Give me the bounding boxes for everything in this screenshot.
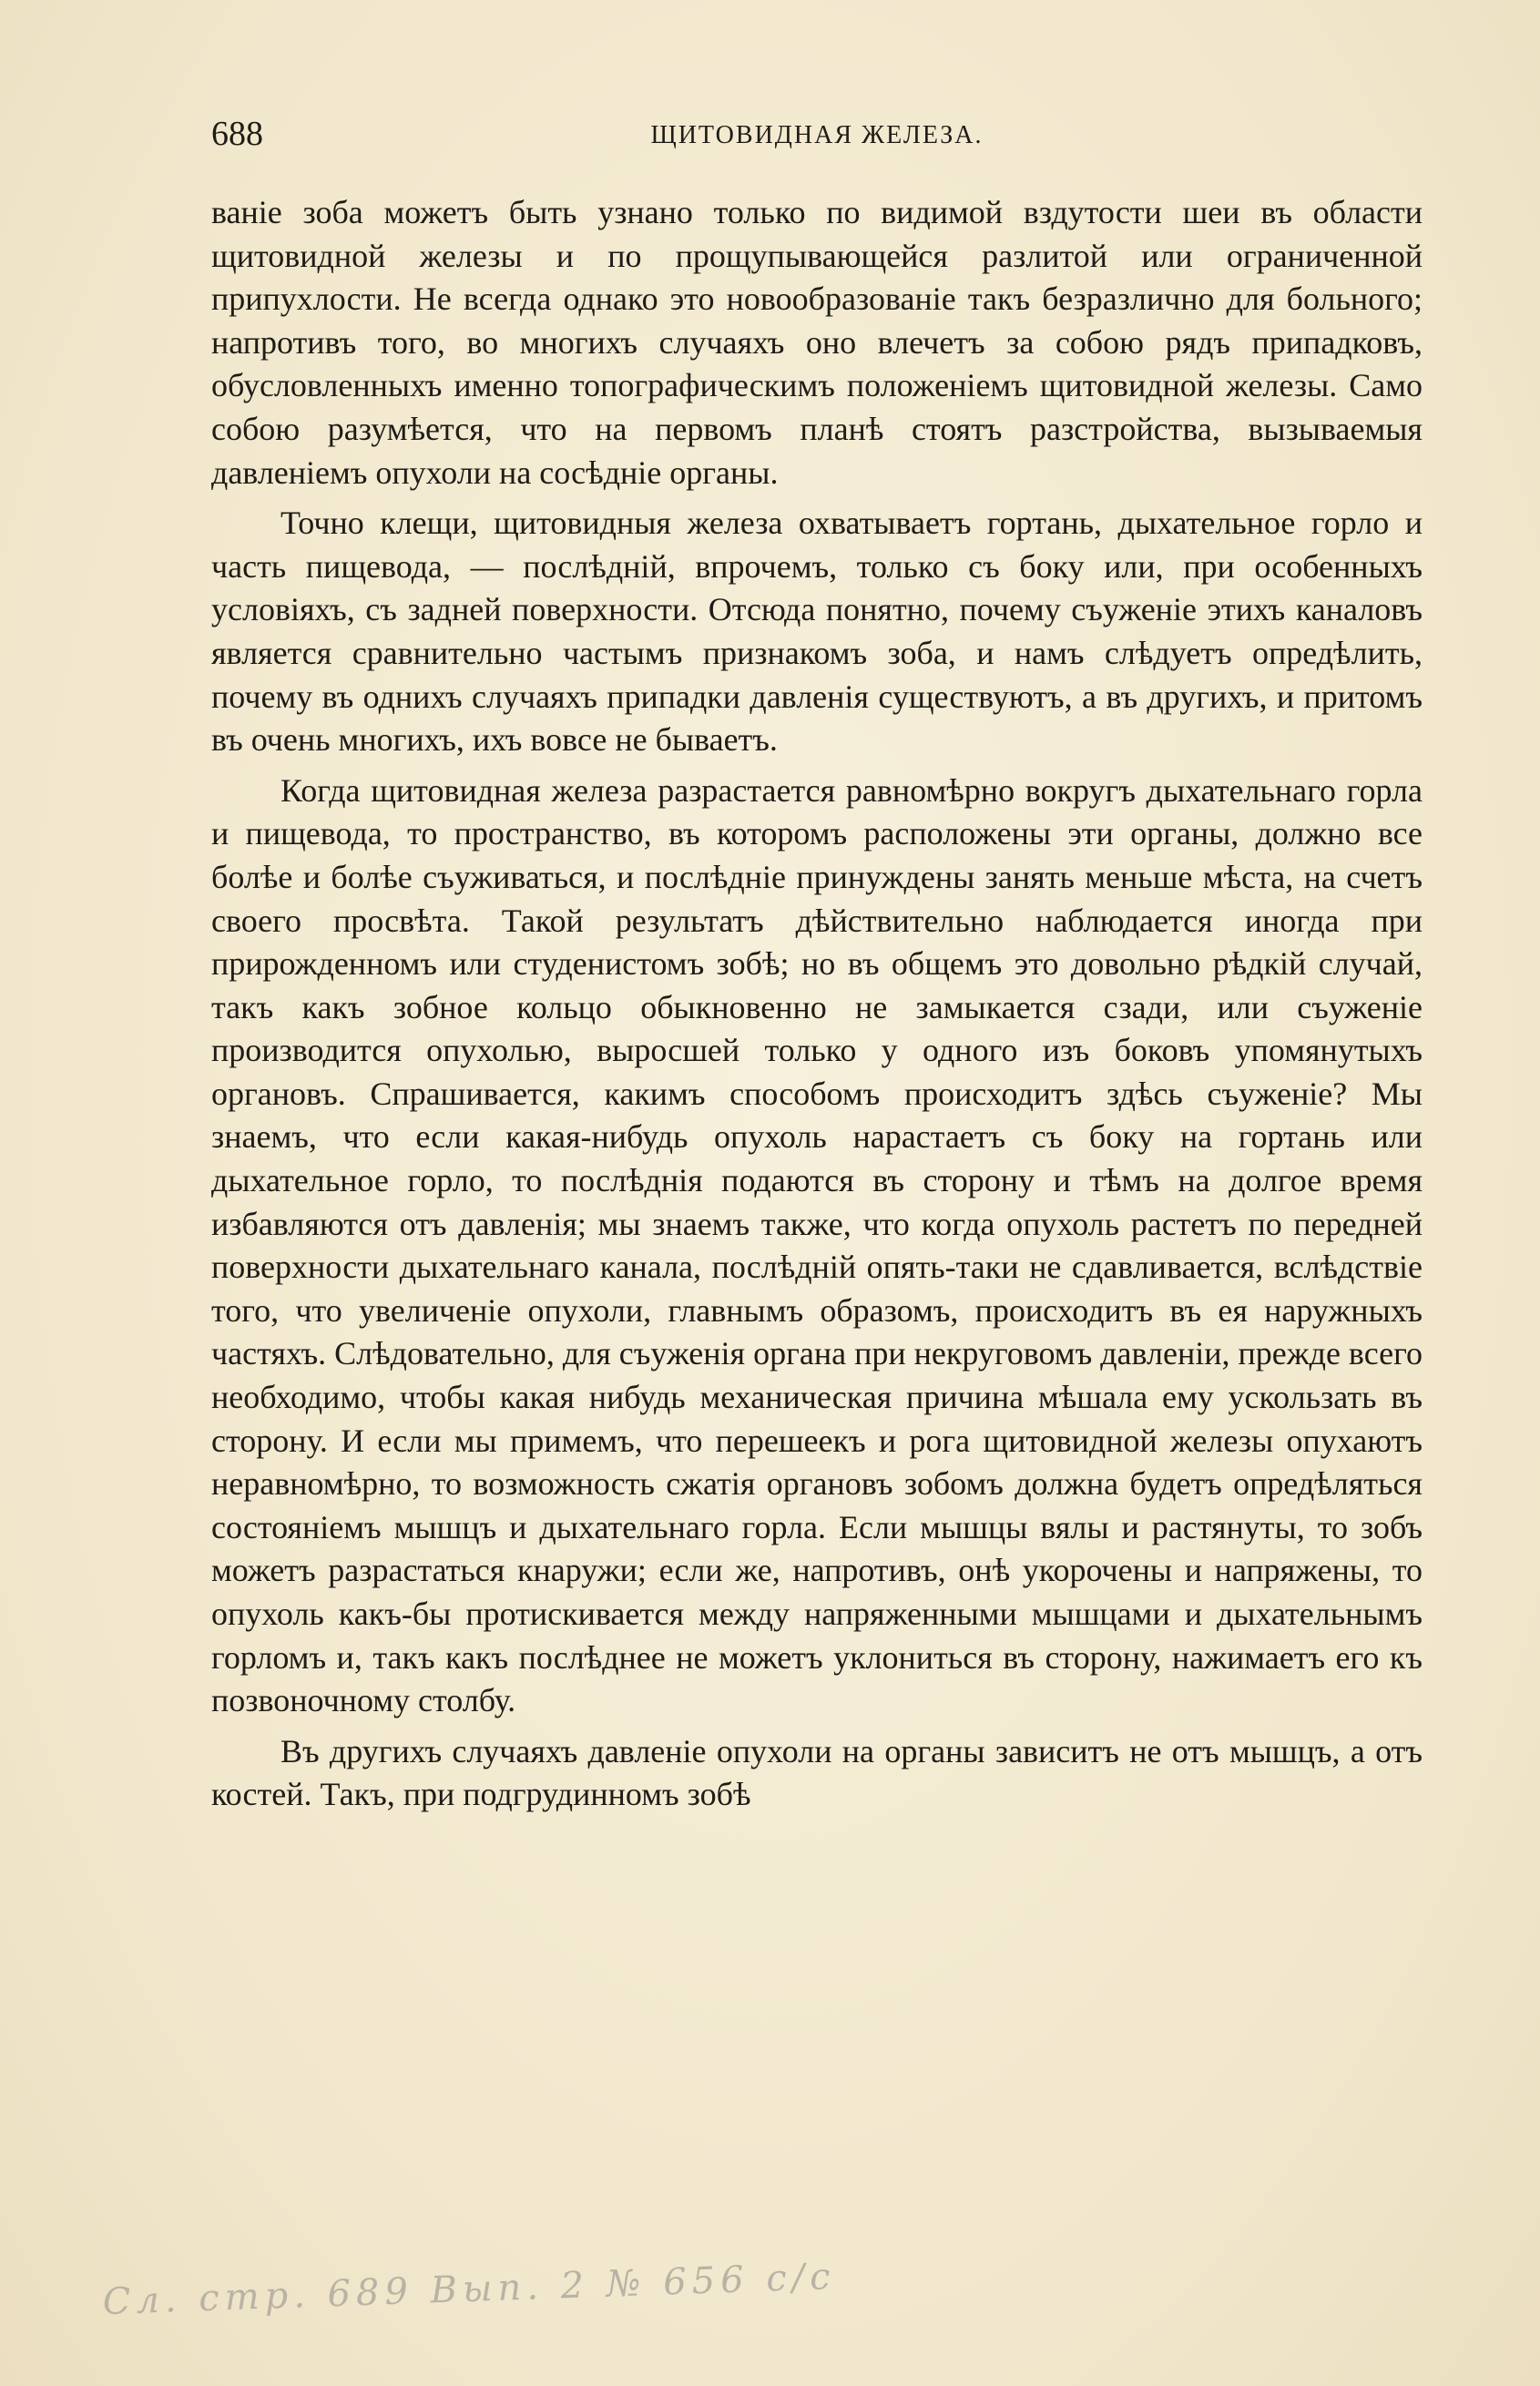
page-header	[211, 111, 1423, 157]
handwritten-note: Сл. стр. 689 Вып. 2 № 656 с/с	[102, 2255, 837, 2323]
page-number: 688	[211, 115, 263, 153]
paragraph-3: Когда щитовидная железа разрастается равномѣрно вокругъ дыхательнаго горла и пищевода, то пространство, въ которомъ расположены эти органы, должно все болѣе и болѣе съуживаться, и послѣдніе принуждены занять меньше мѣста, на счетъ своего просвѣта. Такой результатъ дѣйствительно наблюдается иногда при прирожденномъ или студенистомъ зобѣ; но въ общемъ это довольно рѣдкій случай, такъ какъ зобное кольцо обыкновенно не замыкается сзади, или съуженіе производится опухолью, выросшей только у одного изъ боковъ упомянутыхъ органовъ. Спрашивается, какимъ способомъ происходитъ здѣсь съуженіе? Мы знаемъ, что если какая-нибудь опухоль нарастаетъ съ боку на гортань или дыхательное горло, то послѣднія подаются въ сторону и тѣмъ на долгое время избавляются отъ давленія; мы знаемъ также, что когда опухоль растетъ по передней поверхности дыхательнаго канала, послѣдній опять-таки не сдавливается, вслѣдствіе того, что увеличеніе опухоли, главнымъ образомъ, происходитъ въ ея наружныхъ частяхъ. Слѣдовательно, для съуженія органа при некруговомъ давленіи, прежде всего необходимо, чтобы какая нибудь механическая причина мѣшала ему ускользать въ сторону. И если мы примемъ, что перешеекъ и рога щитовидной железы опухаютъ неравномѣрно, то возможность сжатія органовъ зобомъ должна будетъ опредѣляться состояніемъ мышцъ и дыхательнаго горла. Если мышцы вялы и растянуты, то зобъ можетъ разрастаться кнаружи; если же, напротивъ, онѣ укорочены и напряжены, то опухоль какъ-бы протискивается между напряженными мышцами и дыхательнымъ горломъ и, такъ какъ послѣднее не можетъ уклониться въ сторону, нажимаетъ его къ позвоночному столбу.	[211, 771, 1423, 1719]
running-head: ЩИТОВИДНАЯ ЖЕЛЕЗА.	[650, 121, 984, 149]
paragraph-4: Въ другихъ случаяхъ давленіе опухоли на органы зависитъ не отъ мышцъ, а отъ костей. Такъ, при подгрудинномъ зобѣ	[211, 1732, 1423, 1813]
paragraph-2: Точно клещи, щитовидныя железа охватываетъ гортань, дыхательное горло и часть пищевода, — послѣдній, впрочемъ, только съ боку или, при особенныхъ условіяхъ, съ задней поверхности. Отсюда понятно, почему съуженіе этихъ каналовъ является сравнительно частымъ признакомъ зоба, и намъ слѣдуетъ опредѣлить, почему въ однихъ случаяхъ припадки давленія существуютъ, а въ другихъ, и притомъ въ очень многихъ, ихъ вовсе не бываетъ.	[211, 505, 1423, 759]
body-text	[211, 191, 1423, 1824]
paragraph-1: ваніе зоба можетъ быть узнано только по видимой вздутости шеи въ области щитовидной железы и по прощупывающейся разлитой или ограниченной припухлости. Не всегда однако это новообразованіе такъ безразлично для больного; напротивъ того, во многихъ случаяхъ оно влечетъ за собою рядъ припадковъ, обусловленныхъ именно топографическимъ положеніемъ щитовидной железы. Само собою разумѣется, что на первомъ планѣ стоятъ разстройства, вызываемыя давленіемъ опухоли на сосѣдніе органы.	[211, 194, 1423, 491]
